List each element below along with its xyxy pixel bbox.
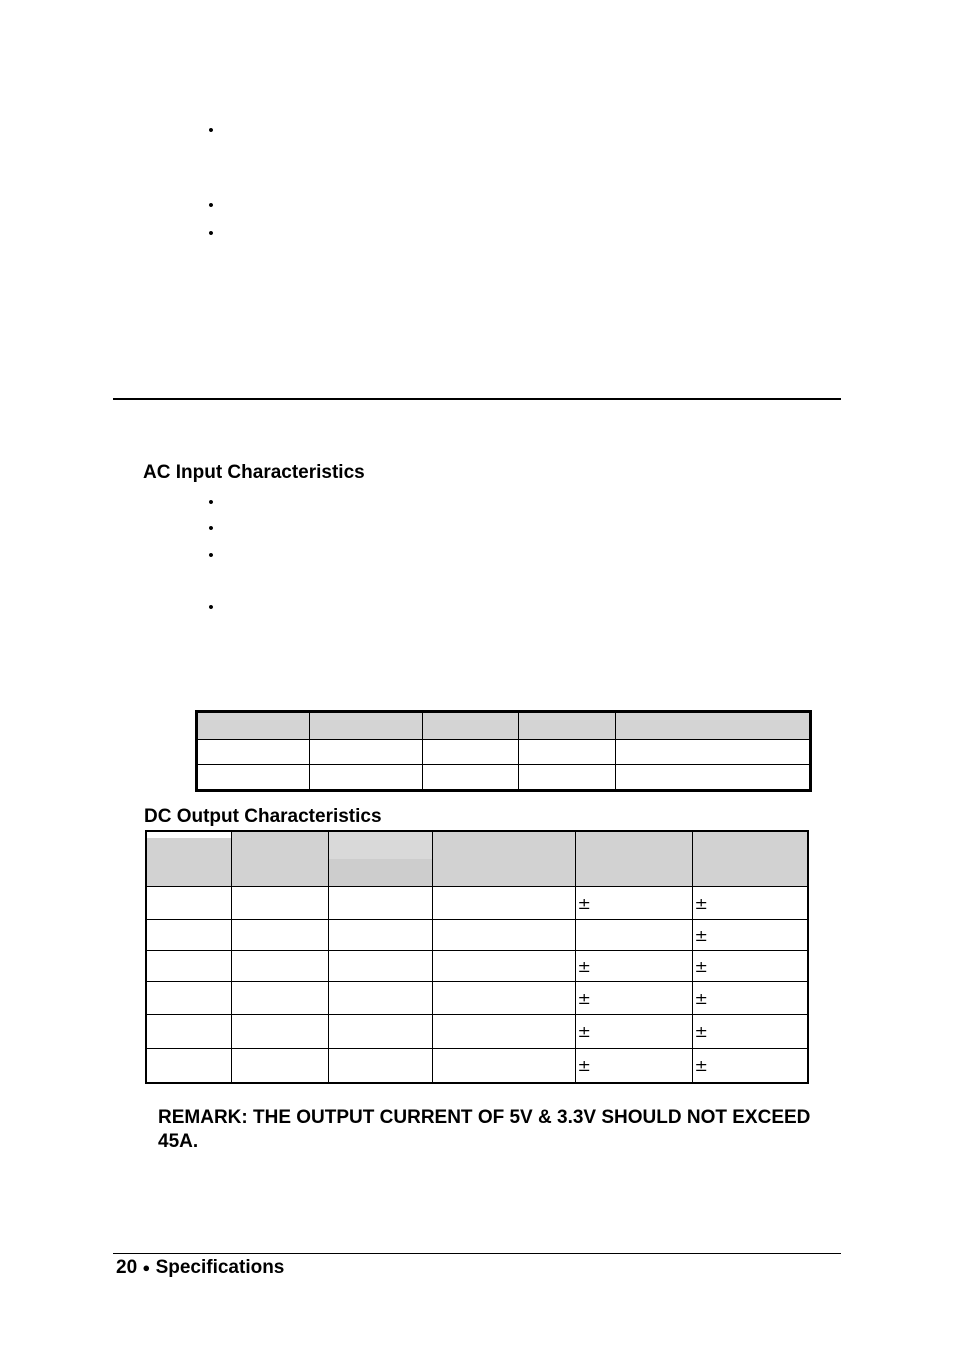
table-cell [328, 982, 432, 1015]
tolerance-cell: ± [692, 982, 808, 1015]
table-header-cell [575, 831, 692, 887]
table-header-cell [616, 712, 811, 740]
table-header-row [146, 831, 808, 887]
table-cell [423, 740, 519, 765]
bullet-marker: • [208, 599, 214, 616]
table-header-cell [328, 831, 432, 887]
table-row [197, 765, 811, 791]
table-cell [231, 887, 328, 920]
tolerance-cell: ± [575, 951, 692, 982]
tolerance-cell: ± [692, 951, 808, 982]
tolerance-cell: ± [575, 982, 692, 1015]
table-cell [310, 740, 423, 765]
table-cell [146, 920, 231, 951]
dc-output-heading: DC Output Characteristics [144, 806, 382, 827]
table-row [146, 951, 808, 982]
table-cell [146, 951, 231, 982]
table-cell [432, 951, 575, 982]
bullet-marker: • [208, 225, 214, 242]
table-cell [146, 1049, 231, 1083]
ac-input-table [195, 710, 812, 792]
table-cell [519, 765, 616, 791]
footer-divider [113, 1253, 841, 1254]
table-cell [328, 1015, 432, 1049]
remark-note: REMARK: THE OUTPUT CURRENT OF 5V & 3.3V SHOULD NOT EXCEED 45A. [158, 1107, 811, 1152]
dc-output-table [145, 830, 809, 1084]
table-header-cell [432, 831, 575, 887]
table-cell [146, 1015, 231, 1049]
section-divider [113, 398, 841, 400]
table-header-cell [146, 831, 231, 887]
table-cell [328, 1049, 432, 1083]
table-header-cell [310, 712, 423, 740]
table-header-cell [197, 712, 310, 740]
table-cell [310, 765, 423, 791]
table-header-cell [231, 831, 328, 887]
tolerance-cell: ± [692, 920, 808, 951]
table-cell [231, 1049, 328, 1083]
table-cell [197, 765, 310, 791]
tolerance-cell: ± [692, 887, 808, 920]
table-row [146, 1015, 808, 1049]
ac-input-heading: AC Input Characteristics [143, 462, 365, 483]
table-cell [328, 920, 432, 951]
bullet-marker: • [208, 547, 214, 564]
page-number: 20 [116, 1257, 138, 1278]
tolerance-cell [575, 920, 692, 951]
table-header-cell [692, 831, 808, 887]
table-row [146, 982, 808, 1015]
table-row [146, 1049, 808, 1083]
page-footer [116, 1257, 284, 1279]
table-cell [328, 887, 432, 920]
tolerance-cell: ± [575, 887, 692, 920]
table-cell [231, 1015, 328, 1049]
tolerance-cell: ± [575, 1015, 692, 1049]
table-row [146, 920, 808, 951]
table-cell [616, 765, 811, 791]
table-cell [231, 982, 328, 1015]
bullet-marker: • [208, 494, 214, 511]
table-row [146, 887, 808, 920]
footer-separator-icon: ● [142, 1260, 151, 1275]
table-cell [432, 1049, 575, 1083]
table-cell [197, 740, 310, 765]
table-cell [146, 982, 231, 1015]
table-cell [616, 740, 811, 765]
table-row [197, 740, 811, 765]
footer-section-title: Specifications [155, 1257, 285, 1278]
bullet-marker: • [208, 122, 214, 139]
tolerance-cell: ± [575, 1049, 692, 1083]
table-cell [231, 920, 328, 951]
table-cell [519, 740, 616, 765]
table-header-row [197, 712, 811, 740]
bullet-marker: • [208, 197, 214, 214]
table-cell [423, 765, 519, 791]
tolerance-cell: ± [692, 1015, 808, 1049]
tolerance-cell: ± [692, 1049, 808, 1083]
table-cell [231, 951, 328, 982]
table-header-cell [423, 712, 519, 740]
table-cell [146, 887, 231, 920]
table-cell [432, 887, 575, 920]
table-cell [432, 920, 575, 951]
table-cell [432, 1015, 575, 1049]
table-cell [328, 951, 432, 982]
bullet-marker: • [208, 520, 214, 537]
table-header-cell [519, 712, 616, 740]
table-cell [432, 982, 575, 1015]
